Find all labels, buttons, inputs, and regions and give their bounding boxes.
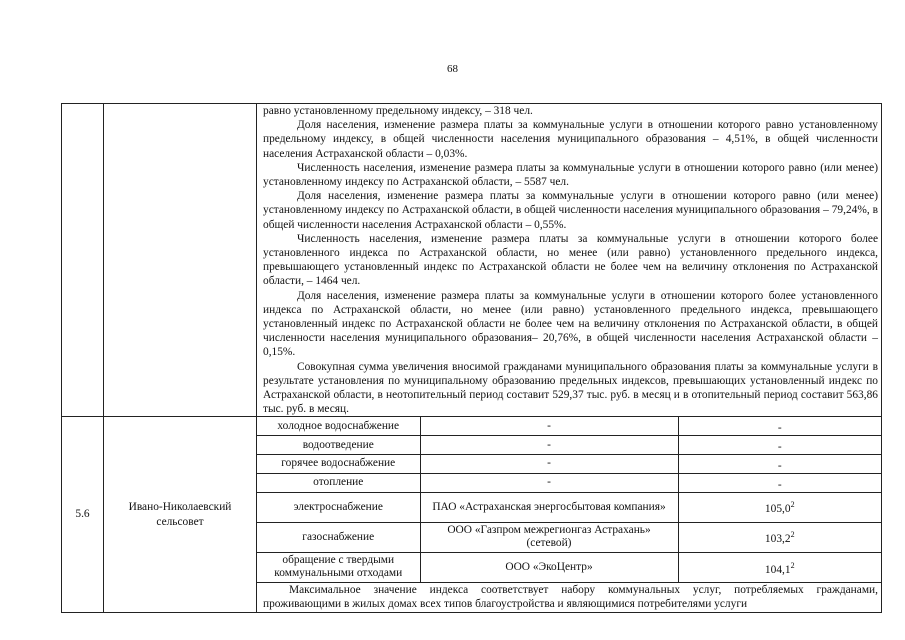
service-name: холодное водоснабжение — [257, 417, 420, 435]
service-value: 105,0$^2$ — [678, 492, 881, 522]
service-organization: ООО «Газпром межрегионгаз Астрахань» (сетевой) — [420, 522, 678, 552]
service-row — [257, 417, 881, 435]
empty-name-cell — [104, 104, 257, 417]
service-row — [257, 455, 881, 474]
service-organization: - — [420, 436, 678, 455]
service-value: - — [678, 455, 881, 474]
service-row — [257, 492, 881, 522]
service-name: горячее водоснабжение — [257, 455, 420, 474]
service-organization: - — [420, 455, 678, 474]
service-organization: ООО «ЭкоЦентр» — [420, 552, 678, 582]
services-cell — [257, 417, 882, 583]
service-name: электроснабжение — [257, 492, 420, 522]
section-number: 5.6 — [62, 417, 104, 612]
services-table — [257, 417, 881, 582]
service-row — [257, 552, 881, 582]
paragraph: равно установленному предельному индексу, – 318 чел. — [263, 105, 533, 117]
section-name: Ивано-Николаевский сельсовет — [104, 417, 257, 612]
service-row — [257, 473, 881, 492]
service-organization: - — [420, 417, 678, 435]
paragraph: Численность населения, изменение размера платы за коммунальные услуги в отношении которого более установленного индекса по Астраханской области, но менее (или равно) установленного предельного индекса, превышающего установленный индекс по Астраханской области не более чем на величину отклонения по Астраханской области, – 1464 чел. — [263, 232, 878, 288]
paragraph: Максимальное значение индекса соответствует набору коммунальных услуг, потребляемых гражданами, проживающими в жилых домах всех типов благоустройства и являющимися потребителями услуги — [263, 584, 878, 611]
service-value: 103,2$^2$ — [678, 522, 881, 552]
service-value: - — [678, 417, 881, 435]
paragraph: Доля населения, изменение размера платы за коммунальные услуги в отношении которого более установленного индекса по Астраханской области, но менее (или равно) установленного предельного индекса, превышающего установленный индекс по Астраханской области не более чем на величину отклонения по Астраханской области, в общей численности населения муниципального образования– 20,76%, в общей численности населения Астраханской области – 0,15%. — [263, 289, 878, 359]
service-name: водоотведение — [257, 436, 420, 455]
page-number: 68 — [447, 63, 458, 75]
service-value: - — [678, 473, 881, 492]
paragraph: Доля населения, изменение размера платы за коммунальные услуги в отношении которого равно установленному предельному индексу, в общей численности населения муниципального образования – 4,51%, в общей численности населения Астраханской области – 0,03%. — [263, 119, 878, 160]
main-table — [61, 103, 882, 613]
continuation-text-cell — [257, 104, 882, 417]
empty-number-cell — [62, 104, 104, 417]
continuation-row — [62, 104, 882, 417]
service-value: 104,1$^2$ — [678, 552, 881, 582]
service-organization: ПАО «Астраханская энергосбытовая компания» — [420, 492, 678, 522]
paragraph: Численность населения, изменение размера платы за коммунальные услуги в отношении которого равно (или менее) установленному индексу по Астраханской области, – 5587 чел. — [263, 161, 878, 189]
service-organization: - — [420, 473, 678, 492]
service-name: обращение с твердыми коммунальными отходами — [257, 552, 420, 582]
service-row — [257, 522, 881, 552]
section-row — [62, 417, 882, 583]
service-name: отопление — [257, 473, 420, 492]
service-row — [257, 436, 881, 455]
service-name: газоснабжение — [257, 522, 420, 552]
closing-text-cell — [257, 583, 882, 612]
paragraph: Совокупная сумма увеличения вносимой гражданами муниципального образования платы за коммунальные услуги в результате установления по муниципальному образованию предельных индексов, превышающих установленный индекс по Астраханской области, в неотопительный период составит 529,37 тыс. руб. в месяц и в отопительный период составит 563,86 тыс. руб. в месяц. — [263, 360, 878, 416]
service-value: - — [678, 436, 881, 455]
paragraph: Доля населения, изменение размера платы за коммунальные услуги в отношении которого равно (или менее) установленному индексу по Астраханской области, в общей численности населения муниципального образования – 79,24%, в общей численности населения Астраханской области – 0,55%. — [263, 190, 878, 231]
